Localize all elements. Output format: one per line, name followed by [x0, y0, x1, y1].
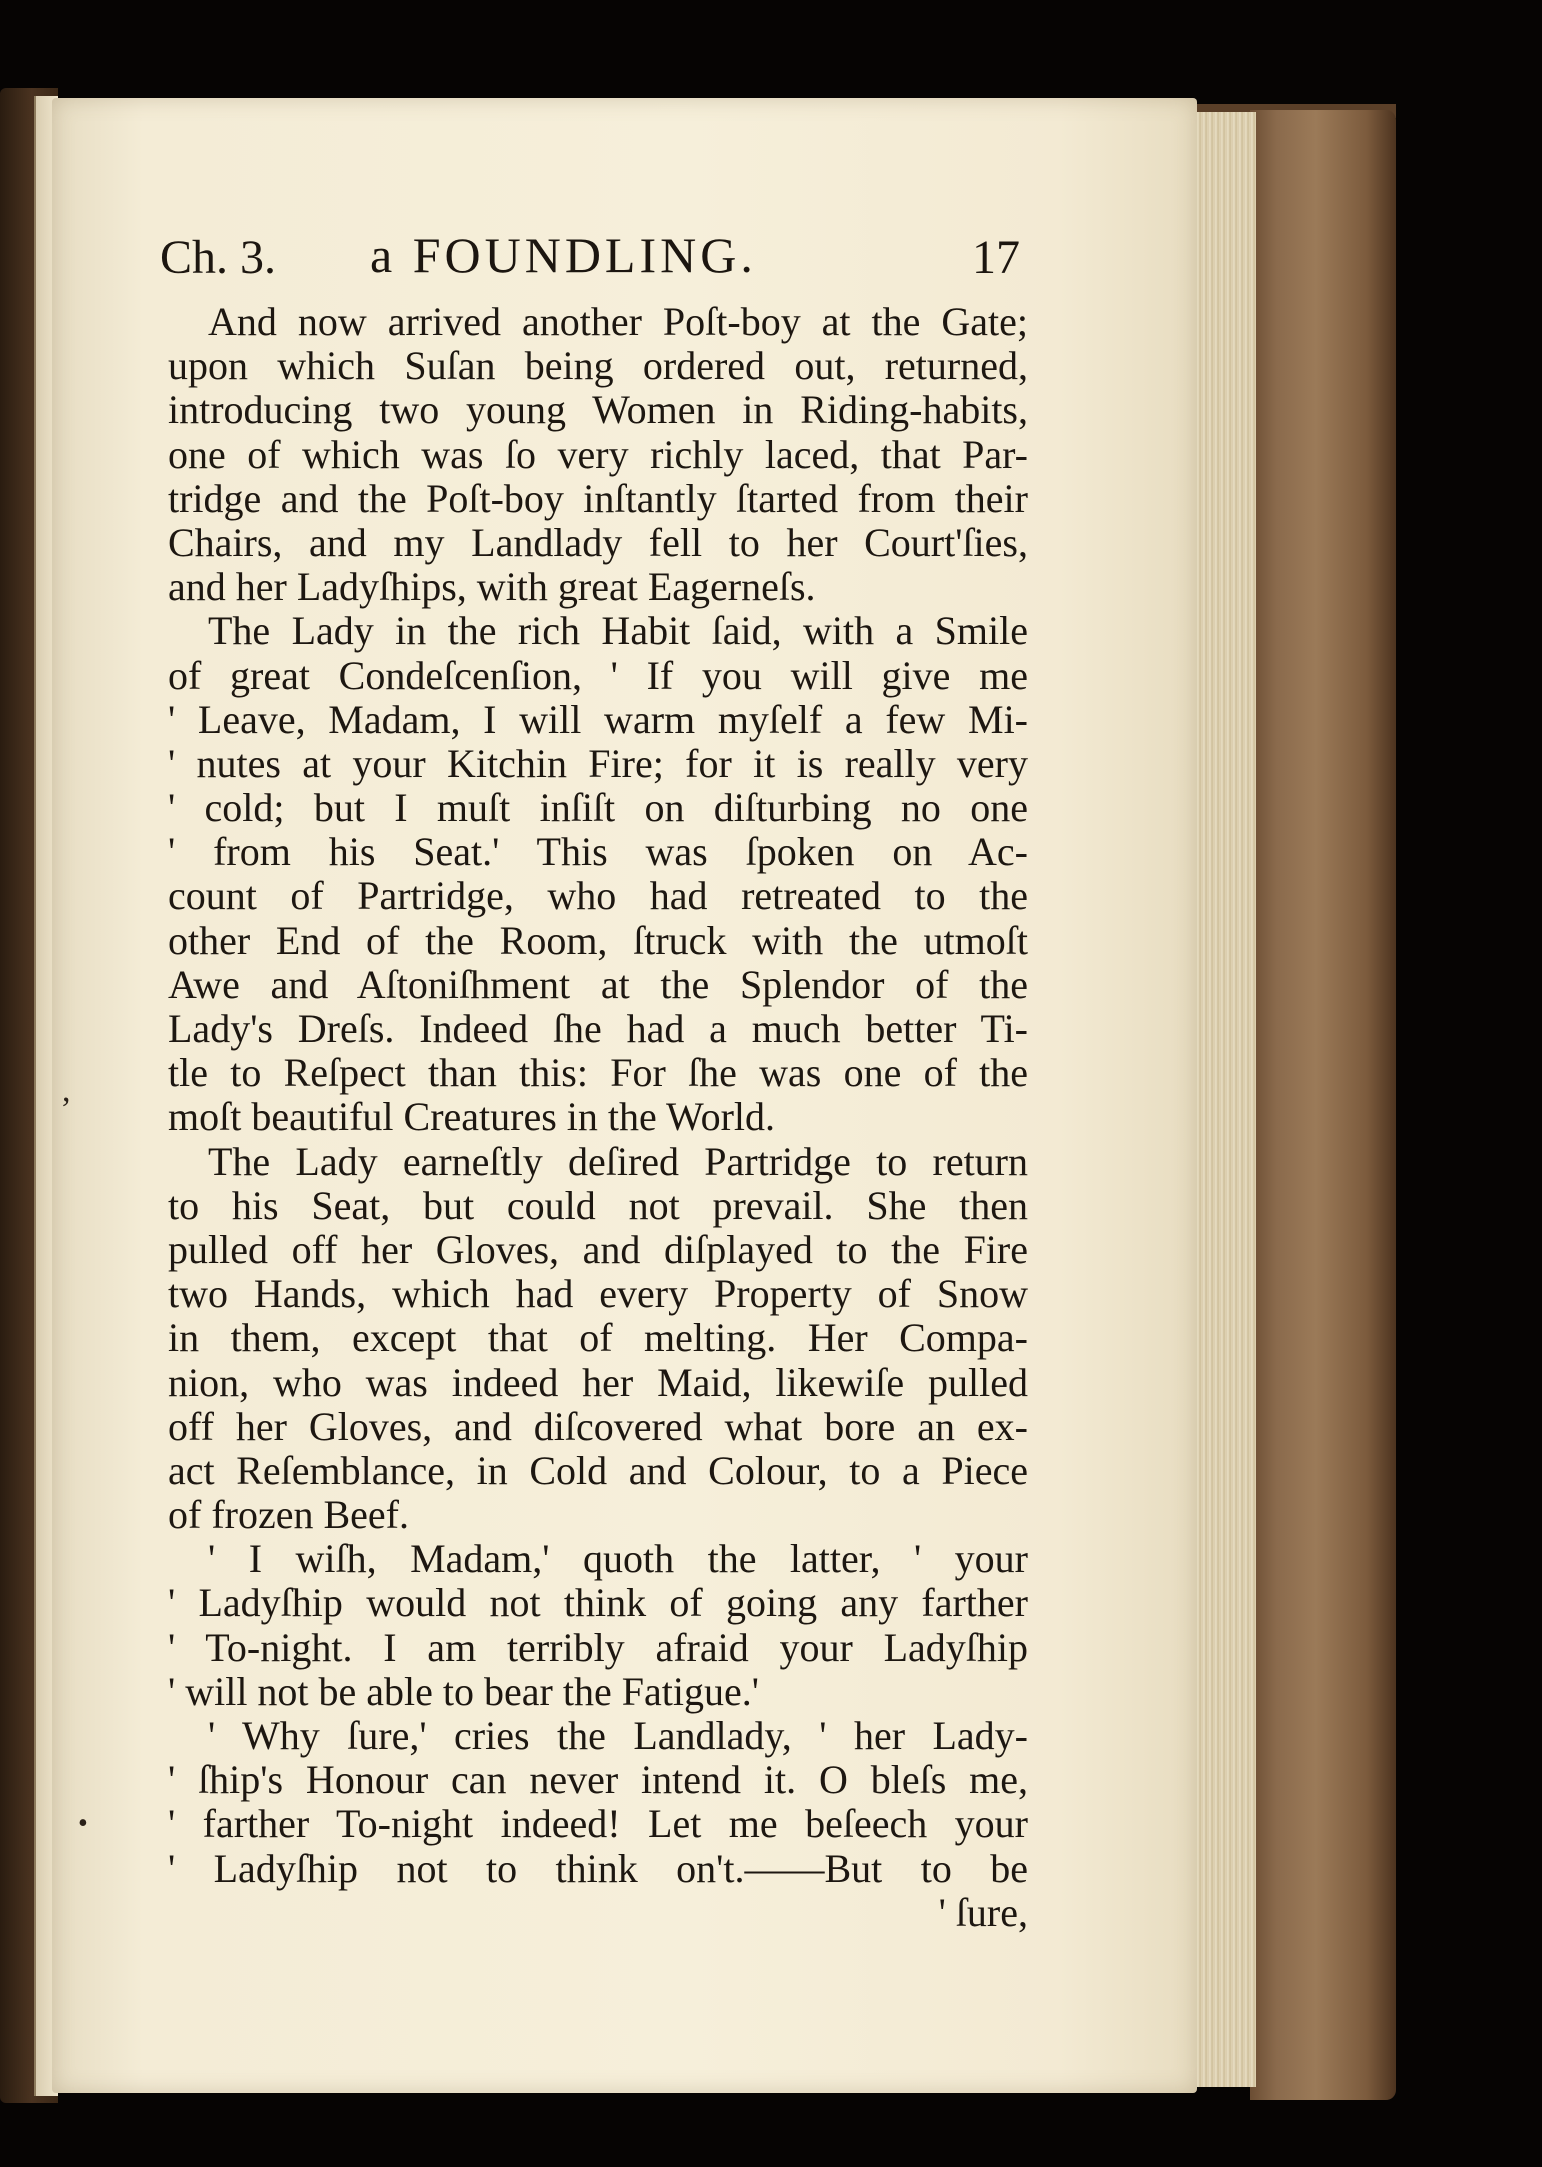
text-line: ' ſhip's Honour can never intend it. O bleſs me, [168, 1757, 1028, 1803]
margin-mark: , [62, 1072, 71, 1109]
text-line: moſt beautiful Creatures in the World. [168, 1094, 776, 1140]
text-line: ' Ladyſhip not to think on't.——But to be [168, 1845, 1028, 1891]
running-title: a FOUNDLING. [370, 227, 757, 283]
text-line: ' cold; but I muſt inſiſt on diſturbing no one [168, 785, 1028, 831]
text-line: Lady's Dreſs. Indeed ſhe had a much better Ti- [168, 1006, 1028, 1051]
text-line: nion, who was indeed her Maid, likewiſe pulled [168, 1359, 1028, 1405]
running-head [160, 226, 1020, 296]
text-line: ' nutes at your Kitchin Fire; for it is really very [168, 740, 1028, 786]
chapter-number: Ch. 3. [160, 231, 277, 284]
text-line: off her Gloves, and diſcovered what bore an ex- [168, 1403, 1028, 1449]
catchword: ' ſure, [938, 1889, 1028, 1935]
text-line: ' farther To-night indeed! Let me beſeech your [168, 1801, 1028, 1847]
text-line: tle to Reſpect than this: For ſhe was one of the [168, 1050, 1028, 1096]
text-line: other End of the Room, ſtruck with the utmoſt [168, 917, 1028, 963]
text-line: The Lady earneſtly deſired Partridge to return [208, 1138, 1028, 1184]
text-line: Awe and Aſtoniſhment at the Splendor of the [168, 961, 1028, 1007]
body-text [168, 300, 1028, 1935]
text-line: and her Ladyſhips, with great Eagerneſs. [168, 564, 816, 610]
text-line: upon which Suſan being ordered out, returned, [168, 343, 1028, 389]
text-line: ' Why ſure,' cries the Landlady, ' her Lady- [208, 1713, 1028, 1758]
text-line: And now arrived another Poſt-boy at the Gate; [208, 299, 1028, 344]
text-line: two Hands, which had every Property of Snow [168, 1271, 1028, 1317]
page-fore-edge [1196, 112, 1256, 2087]
text-line: ' Ladyſhip would not think of going any farther [168, 1580, 1028, 1626]
text-line: ' I wiſh, Madam,' quoth the latter, ' your [208, 1536, 1028, 1582]
page-number: 17 [972, 231, 1020, 284]
text-line: to his Seat, but could not prevail. She then [168, 1182, 1028, 1228]
text-line: ' will not be able to bear the Fatigue.' [168, 1668, 759, 1714]
text-line: ' from his Seat.' This was ſpoken on Ac- [168, 829, 1028, 875]
text-line: ' To-night. I am terribly afraid your Ladyſhip [168, 1624, 1028, 1670]
text-line: one of which was ſo very richly laced, that Par- [168, 431, 1028, 477]
text-line: pulled off her Gloves, and diſplayed to the Fire [168, 1226, 1028, 1272]
text-line: ' Leave, Madam, I will warm myſelf a few Mi- [168, 696, 1028, 742]
text-line: in them, except that of melting. Her Compa- [168, 1315, 1028, 1361]
text-line: tridge and the Poſt-boy inſtantly ſtarted from their [168, 475, 1028, 521]
text-line: of great Condeſcenſion, ' If you will give me [168, 652, 1028, 698]
text-line: act Reſemblance, in Cold and Colour, to a Piece [168, 1447, 1028, 1493]
text-line: of frozen Beef. [168, 1492, 409, 1538]
right-cover [1250, 110, 1396, 2100]
margin-dot: • [78, 1808, 88, 1839]
text-line: introducing two young Women in Riding-habits, [168, 387, 1028, 433]
text-line: Chairs, and my Landlady fell to her Court'ſies, [168, 519, 1028, 565]
text-line: The Lady in the rich Habit ſaid, with a Smile [208, 608, 1028, 654]
text-line: count of Partridge, who had retreated to the [168, 873, 1028, 919]
